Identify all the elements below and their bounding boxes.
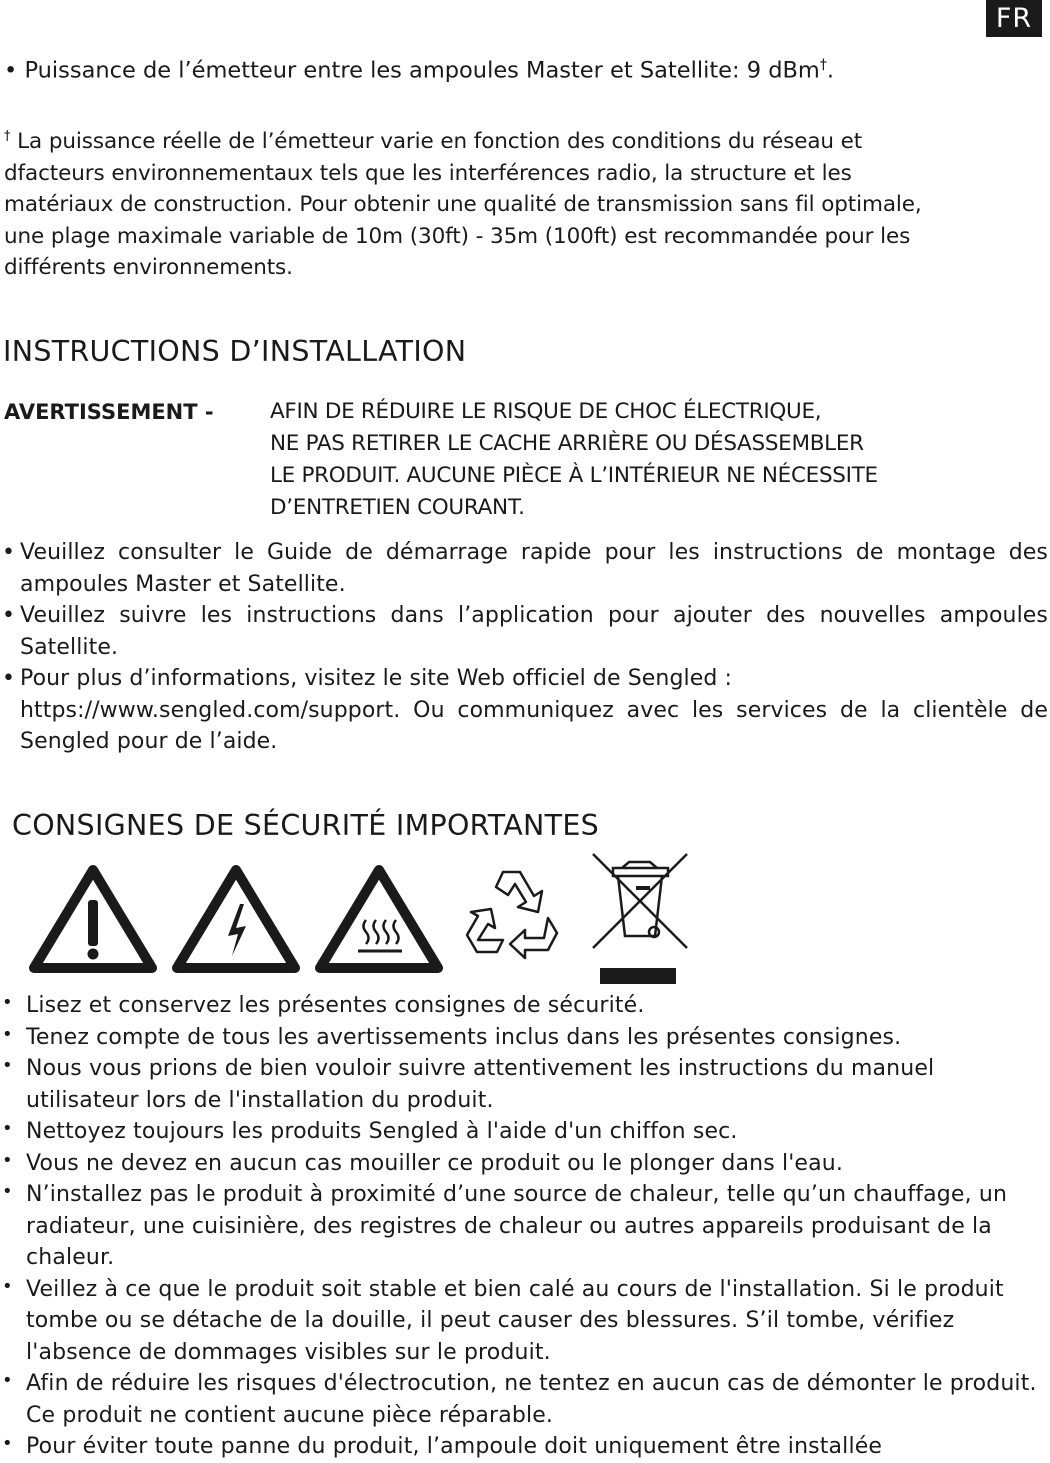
dagger-mark: † (819, 57, 827, 73)
warning-line: D’ENTRETIEN COURANT. (270, 495, 525, 520)
support-link-text: https://www.sengled.com/support. Ou communiquez avec les services de la clientèle de Sengled pour de l’aide. (20, 697, 1048, 754)
installation-heading: INSTRUCTIONS D’INSTALLATION (3, 335, 467, 368)
footnote-line: différents environnements. (4, 255, 293, 281)
language-badge: FR (986, 0, 1042, 37)
footnote (4, 121, 1034, 284)
recycle-icon (467, 872, 557, 958)
list-item: • N’installez pas le produit à proximité d’une source de chaleur, telle qu’un chauffage, un radiateur, une cuisinière, des registres de chaleur ou autres appareils produisant de la chaleur. (0, 1179, 1048, 1274)
list-item: • Lisez et conservez les présentes consignes de sécurité. (0, 990, 1048, 1022)
footnote-line: une plage maximale variable de 10m (30ft) - 35m (100ft) est recommandée pour les (4, 223, 911, 249)
list-item: • Veuillez consulter le Guide de démarrage rapide pour les instructions de montage des ampoules Master et Satellite. (0, 537, 1048, 600)
list-item: • Veuillez suivre les instructions dans l’application pour ajouter des nouvelles ampoules Satellite. (0, 600, 1048, 663)
warning-label: AVERTISSEMENT - (4, 400, 214, 424)
footnote-dagger: † (4, 129, 11, 144)
list-item: • Pour plus d’informations, visitez le site Web officiel de Sengled : https://www.sengled.com/support. Ou communiquez avec les services de la clientèle de Sengled pour de l’aide. (0, 663, 1048, 758)
transmitter-power-line (4, 57, 834, 84)
safety-icons (0, 840, 720, 990)
warning-line: LE PRODUIT. AUCUNE PIÈCE À L’INTÉRIEUR NE NÉCESSITE (270, 463, 878, 488)
warning-triangle-icon (34, 870, 152, 968)
safety-heading: CONSIGNES DE SÉCURITÉ IMPORTANTES (12, 809, 600, 842)
list-item: • Afin de réduire les risques d'électrocution, ne tentez en aucun cas de démonter le produit. Ce produit ne contient aucune pièce réparable. (0, 1368, 1048, 1431)
list-item: • Nettoyez toujours les produits Sengled à l'aide d'un chiffon sec. (0, 1116, 1048, 1148)
installation-list (0, 537, 1048, 758)
list-item: • Vous ne devez en aucun cas mouiller ce produit ou le plonger dans l'eau. (0, 1148, 1048, 1180)
list-item: • Nous vous prions de bien vouloir suivre attentivement les instructions du manuel utilisateur lors de l'installation du produit. (0, 1053, 1048, 1116)
hot-surface-icon (320, 870, 438, 968)
footnote-line: † La puissance réelle de l’émetteur varie en fonction des conditions du réseau et (4, 129, 863, 154)
list-item: • Veillez à ce que le produit soit stable et bien calé au cours de l'installation. Si le produit tombe ou se détache de la douille, il peut causer des blessures. S’il tombe, vérifiez l'absence de dommages visibles sur le produit. (0, 1274, 1048, 1369)
electric-shock-icon (177, 870, 295, 968)
warning-line: AFIN DE RÉDUIRE LE RISQUE DE CHOC ÉLECTRIQUE, (270, 399, 822, 424)
warning-text (270, 396, 1040, 524)
list-item: • Pour éviter toute panne du produit, l’ampoule doit uniquement être installée (0, 1431, 1048, 1463)
transmitter-power-end: . (826, 57, 834, 84)
bullet: • (4, 57, 18, 84)
footnote-line: matériaux de construction. Pour obtenir une qualité de transmission sans fil optimale, (4, 192, 922, 218)
transmitter-power-text: Puissance de l’émetteur entre les ampoules Master et Satellite: 9 dBm (24, 57, 820, 84)
safety-list (0, 990, 1048, 1463)
footnote-line: dfacteurs environnementaux tels que les interférences radio, la structure et les (4, 160, 852, 186)
list-item: • Tenez compte de tous les avertissements inclus dans les présentes consignes. (0, 1022, 1048, 1054)
weee-crossed-bin-icon (593, 854, 687, 984)
warning-line: NE PAS RETIRER LE CACHE ARRIÈRE OU DÉSASSEMBLER (270, 431, 864, 456)
